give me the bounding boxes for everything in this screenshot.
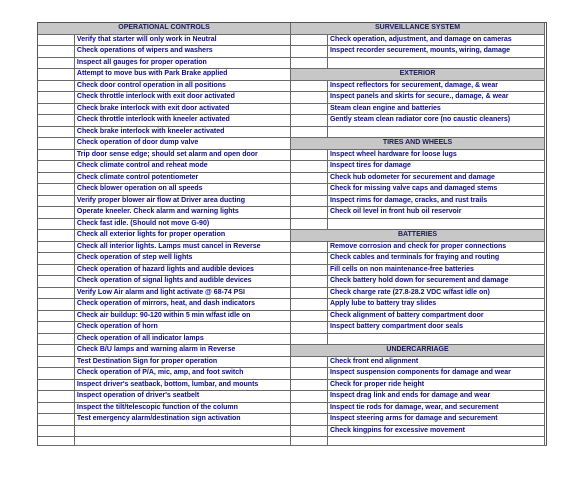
right-item-text: Inspect recorder securement, mounts, wiring, damage	[327, 46, 544, 58]
right-check-cell[interactable]	[291, 276, 328, 288]
right-item-text: Steam clean engine and batteries	[327, 103, 544, 115]
table-row	[38, 356, 545, 368]
right-check-cell[interactable]	[291, 103, 328, 115]
checklist-grid	[37, 22, 545, 449]
table-row	[38, 402, 545, 414]
right-item-text: Check for proper ride height	[327, 379, 544, 391]
table-row	[38, 195, 545, 207]
left-item-text: Test Destination Sign for proper operation	[74, 356, 290, 368]
table-row	[38, 115, 545, 127]
left-item-text: Check throttle interlock with exit door activated	[74, 92, 290, 104]
right-item-text: Check cables and terminals for fraying and routing	[327, 253, 544, 265]
table-row	[38, 218, 545, 230]
section-header-right: UNDERCARRIAGE	[291, 345, 545, 357]
right-empty-cell	[327, 57, 544, 69]
table-row	[38, 69, 545, 81]
right-check-cell[interactable]	[291, 425, 328, 437]
left-check-cell[interactable]	[38, 46, 75, 58]
table-row	[38, 264, 545, 276]
right-item-text: Remove corrosion and check for proper connections	[327, 241, 544, 253]
right-check-cell[interactable]	[291, 264, 328, 276]
table-row	[38, 23, 545, 35]
left-item-text: Check operation of horn	[74, 322, 290, 334]
left-check-cell[interactable]	[38, 172, 75, 184]
table-row	[38, 310, 545, 322]
right-item-text: Fill cells on non maintenance-free batteries	[327, 264, 544, 276]
right-empty-cell	[327, 333, 544, 345]
left-item-text: Check operation of mirrors, heat, and dash indicators	[74, 299, 290, 311]
left-check-cell[interactable]	[38, 368, 75, 380]
right-item-text: Inspect wheel hardware for loose lugs	[327, 149, 544, 161]
table-row	[38, 138, 545, 150]
table-row	[38, 299, 545, 311]
left-item-text: Check fast idle. (Should not move G-90)	[74, 218, 290, 230]
left-check-cell[interactable]	[38, 253, 75, 265]
right-item-text: Check oil level in front hub oil reservoir	[327, 207, 544, 219]
left-item-text: Inspect driver's seatback, bottom, lumbar, and mounts	[74, 379, 290, 391]
left-item-text: Check throttle interlock with kneeler activated	[74, 115, 290, 127]
left-item-text: Check brake interlock with kneeler activated	[74, 126, 290, 138]
right-item-text: Apply lube to battery tray slides	[327, 299, 544, 311]
left-item-text: Check all interior lights. Lamps must cancel in Reverse	[74, 241, 290, 253]
left-check-cell[interactable]	[38, 138, 75, 150]
table-row	[38, 149, 545, 161]
right-check-cell[interactable]	[291, 379, 328, 391]
table-row	[38, 161, 545, 173]
section-header-right: BATTERIES	[291, 230, 545, 242]
right-check-cell[interactable]	[291, 80, 328, 92]
section-header-right: TIRES AND WHEELS	[291, 138, 545, 150]
left-check-cell[interactable]	[38, 69, 75, 81]
right-check-cell[interactable]	[291, 356, 328, 368]
table-row	[38, 46, 545, 58]
left-item-text: Check climate control potentiometer	[74, 172, 290, 184]
right-check-cell[interactable]	[291, 310, 328, 322]
left-check-cell[interactable]	[38, 57, 75, 69]
left-check-cell[interactable]	[38, 425, 75, 437]
section-header-right: SURVEILLANCE SYSTEM	[291, 23, 545, 35]
left-item-text: Check operation of step well lights	[74, 253, 290, 265]
left-item-text: Check operation of door dump valve	[74, 138, 290, 150]
right-check-cell[interactable]	[291, 149, 328, 161]
right-item-text: Inspect tires for damage	[327, 161, 544, 173]
right-check-cell[interactable]	[291, 126, 328, 138]
table-row	[38, 322, 545, 334]
right-item-text: Check hub odometer for securement and damage	[327, 172, 544, 184]
left-check-cell[interactable]	[38, 276, 75, 288]
left-check-cell[interactable]	[38, 230, 75, 242]
left-check-cell[interactable]	[38, 149, 75, 161]
left-item-text: Check air buildup: 90-120 within 5 min w/fast idle on	[74, 310, 290, 322]
right-item-text: Inspect reflectors for securement, damage, & wear	[327, 80, 544, 92]
left-item-text: Operate kneeler. Check alarm and warning lights	[74, 207, 290, 219]
right-check-cell[interactable]	[291, 218, 328, 230]
left-item-text: Check climate control and reheat mode	[74, 161, 290, 173]
left-check-cell[interactable]	[38, 322, 75, 334]
left-item-text: Check operation of all indicator lamps	[74, 333, 290, 345]
left-check-cell[interactable]	[38, 391, 75, 403]
left-check-cell[interactable]	[38, 184, 75, 196]
right-item-text: Check alignment of battery compartment door	[327, 310, 544, 322]
right-check-cell[interactable]	[291, 57, 328, 69]
left-check-cell[interactable]	[38, 161, 75, 173]
right-check-cell[interactable]	[291, 46, 328, 58]
table-row	[38, 391, 545, 403]
right-item-text: Check charge rate (27.8-28.2 VDC w/fast idle on)	[327, 287, 544, 299]
table-row	[38, 241, 545, 253]
right-item-text: Check operation, adjustment, and damage on cameras	[327, 34, 544, 46]
right-check-cell[interactable]	[291, 115, 328, 127]
left-check-cell[interactable]	[38, 195, 75, 207]
left-item-text: Check brake interlock with exit door activated	[74, 103, 290, 115]
right-check-cell[interactable]	[291, 172, 328, 184]
left-item-text: Inspect the tilt/telescopic function of the column	[74, 402, 290, 414]
checklist-sheet	[37, 22, 547, 466]
table-row	[38, 172, 545, 184]
right-item-text: Inspect battery compartment door seals	[327, 322, 544, 334]
right-item-text: Gently steam clean radiator core (no caustic cleaners)	[327, 115, 544, 127]
right-item-text: Inspect steering arms for damage and securement	[327, 414, 544, 426]
left-item-text: Check operation of signal lights and audible devices	[74, 276, 290, 288]
sheet-footer-area	[37, 445, 547, 467]
right-item-text: Inspect rims for damage, cracks, and rust trails	[327, 195, 544, 207]
table-row	[38, 184, 545, 196]
right-check-cell[interactable]	[291, 368, 328, 380]
left-item-text: Test emergency alarm/destination sign activation	[74, 414, 290, 426]
left-item-text: Trip door sense edge; should set alarm and open door	[74, 149, 290, 161]
table-row	[38, 80, 545, 92]
left-check-cell[interactable]	[38, 115, 75, 127]
table-row	[38, 425, 545, 437]
left-item-text: Check blower operation on all speeds	[74, 184, 290, 196]
right-item-text: Check kingpins for excessive movement	[327, 425, 544, 437]
right-item-text: Inspect suspension components for damage and wear	[327, 368, 544, 380]
right-item-text: Inspect panels and skirts for secure., damage, & wear	[327, 92, 544, 104]
table-row	[38, 287, 545, 299]
left-check-cell[interactable]	[38, 379, 75, 391]
right-item-text: Check front end alignment	[327, 356, 544, 368]
right-check-cell[interactable]	[291, 161, 328, 173]
table-row	[38, 368, 545, 380]
right-item-text: Check battery hold down for securement and damage	[327, 276, 544, 288]
left-check-cell[interactable]	[38, 80, 75, 92]
left-item-text: Verify that starter will only work in Neutral	[74, 34, 290, 46]
left-item-text: Verify proper blower air flow at Driver area ducting	[74, 195, 290, 207]
right-check-cell[interactable]	[291, 34, 328, 46]
right-check-cell[interactable]	[291, 195, 328, 207]
right-check-cell[interactable]	[291, 402, 328, 414]
right-check-cell[interactable]	[291, 184, 328, 196]
left-check-cell[interactable]	[38, 402, 75, 414]
left-item-text: Check operations of wipers and washers	[74, 46, 290, 58]
left-check-cell[interactable]	[38, 310, 75, 322]
table-row	[38, 207, 545, 219]
left-item-text: Check operation of P/A, mic, amp, and foot switch	[74, 368, 290, 380]
section-header-right: EXTERIOR	[291, 69, 545, 81]
right-check-cell[interactable]	[291, 207, 328, 219]
right-empty-cell	[327, 126, 544, 138]
right-item-text: Inspect drag link and ends for damage and wear	[327, 391, 544, 403]
right-check-cell[interactable]	[291, 253, 328, 265]
left-check-cell[interactable]	[38, 34, 75, 46]
table-row	[38, 230, 545, 242]
left-empty-cell	[74, 425, 290, 437]
left-check-cell[interactable]	[38, 241, 75, 253]
table-row	[38, 34, 545, 46]
left-check-cell[interactable]	[38, 92, 75, 104]
table-row	[38, 414, 545, 426]
right-check-cell[interactable]	[291, 92, 328, 104]
table-row	[38, 92, 545, 104]
left-check-cell[interactable]	[38, 299, 75, 311]
left-check-cell[interactable]	[38, 207, 75, 219]
left-item-text: Check all exterior lights for proper operation	[74, 230, 290, 242]
left-check-cell[interactable]	[38, 126, 75, 138]
left-check-cell[interactable]	[38, 333, 75, 345]
left-check-cell[interactable]	[38, 218, 75, 230]
left-item-text: Check B/U lamps and warning alarm in Reverse	[74, 345, 290, 357]
right-empty-cell	[327, 218, 544, 230]
left-item-text: Attempt to move bus with Park Brake applied	[74, 69, 290, 81]
table-row	[38, 103, 545, 115]
right-check-cell[interactable]	[291, 241, 328, 253]
right-item-text: Check for missing valve caps and damaged stems	[327, 184, 544, 196]
left-check-cell[interactable]	[38, 264, 75, 276]
left-check-cell[interactable]	[38, 414, 75, 426]
left-item-text: Check operation of hazard lights and audible devices	[74, 264, 290, 276]
right-item-text: Inspect tie rods for damage, wear, and securement	[327, 402, 544, 414]
left-check-cell[interactable]	[38, 356, 75, 368]
right-check-cell[interactable]	[291, 287, 328, 299]
table-row	[38, 345, 545, 357]
left-check-cell[interactable]	[38, 103, 75, 115]
table-row	[38, 276, 545, 288]
table-row	[38, 57, 545, 69]
left-check-cell[interactable]	[38, 287, 75, 299]
table-row	[38, 379, 545, 391]
section-header-left: OPERATIONAL CONTROLS	[38, 23, 291, 35]
left-item-text: Inspect all gauges for proper operation	[74, 57, 290, 69]
table-row	[38, 333, 545, 345]
table-row	[38, 253, 545, 265]
right-check-cell[interactable]	[291, 414, 328, 426]
left-item-text: Verify Low Air alarm and light activate @ 68-74 PSI	[74, 287, 290, 299]
right-check-cell[interactable]	[291, 333, 328, 345]
right-check-cell[interactable]	[291, 391, 328, 403]
right-check-cell[interactable]	[291, 322, 328, 334]
right-check-cell[interactable]	[291, 299, 328, 311]
left-item-text: Inspect operation of driver's seatbelt	[74, 391, 290, 403]
left-item-text: Check door control operation in all positions	[74, 80, 290, 92]
left-check-cell[interactable]	[38, 345, 75, 357]
table-row	[38, 126, 545, 138]
